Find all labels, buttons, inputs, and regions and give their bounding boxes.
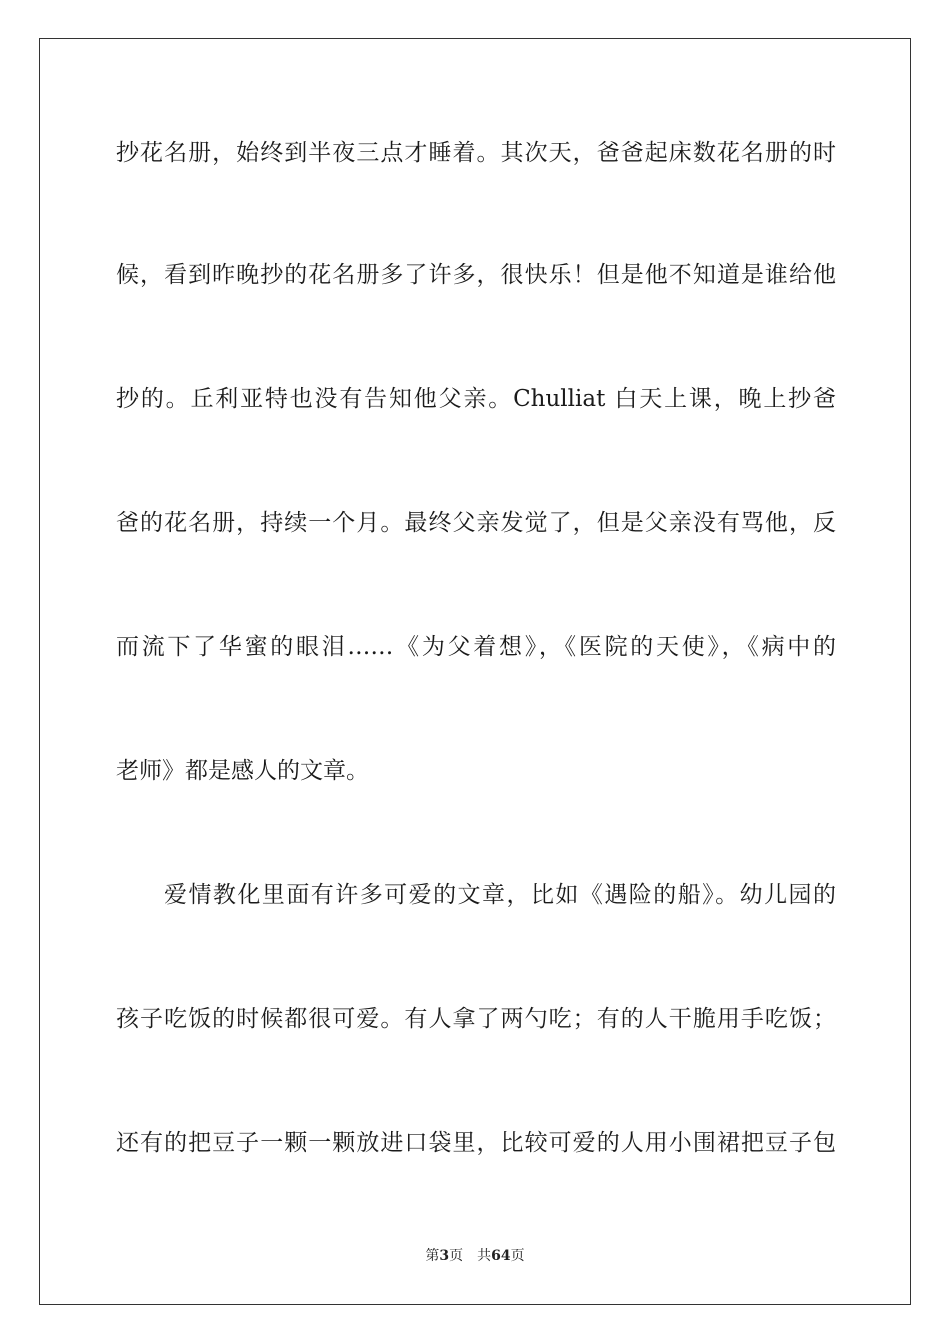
text-line-2: 候，看到昨晚抄的花名册多了许多，很快乐！但是他不知道是谁给他: [116, 262, 836, 288]
text-line-6: 老师》都是感人的文章。: [116, 758, 369, 784]
page-footer: [0, 1245, 950, 1265]
text-line-3: 抄的。丘利亚特也没有告知他父亲。Chulliat 白天上课，晚上抄爸: [116, 386, 836, 412]
text-line-4: 爸的花名册，持续一个月。最终父亲发觉了，但是父亲没有骂他，反: [116, 510, 836, 536]
text-line-5: 而流下了华蜜的眼泪……《为父着想》，《医院的天使》，《病中的: [116, 634, 836, 660]
total-suffix: 页: [510, 1248, 525, 1264]
total-pages: 64: [491, 1248, 511, 1264]
text-line-9: 还有的把豆子一颗一颗放进口袋里，比较可爱的人用小围裙把豆子包: [116, 1130, 836, 1156]
page-prefix: 第: [425, 1248, 440, 1264]
text-line-8: 孩子吃饭的时候都很可爱。有人拿了两勺吃；有的人干脆用手吃饭；: [116, 1006, 836, 1032]
total-prefix: 共: [477, 1248, 492, 1264]
text-line-1: 抄花名册，始终到半夜三点才睡着。其次天，爸爸起床数花名册的时: [116, 140, 836, 166]
text-line-7: 爱情教化里面有许多可爱的文章，比如《遇险的船》。幼儿园的: [164, 882, 836, 908]
page-suffix: 页: [449, 1248, 464, 1264]
page-border: [39, 38, 911, 1305]
page-number: 3: [439, 1248, 450, 1264]
